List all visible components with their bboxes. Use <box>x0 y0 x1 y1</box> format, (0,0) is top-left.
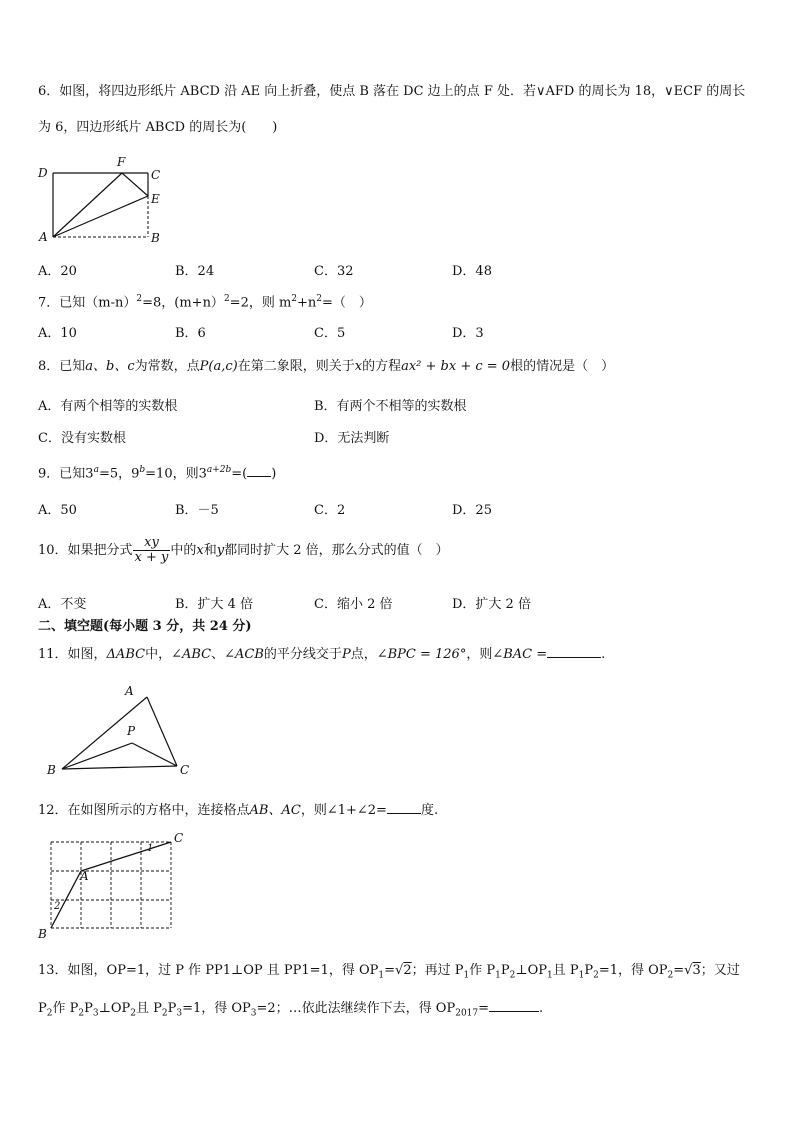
q11-label-B: B <box>47 763 56 777</box>
q9-option-d[interactable]: D．25 <box>452 503 492 518</box>
q10-option-c[interactable]: C．缩小 2 倍 <box>314 597 393 612</box>
q7-option-b[interactable]: B．6 <box>175 326 206 341</box>
q13-line2: $P_2$作 $P_2P_3\perp OP_2$且 $P_2P_3=1$，得 $OP_3=2$；…依此法继续作下去，得 $OP_{2017}=$ . <box>38 1001 544 1019</box>
sqrt-3: √3 <box>684 963 701 978</box>
q11-figure <box>40 680 200 780</box>
q6-line1: 6．如图，将四边形纸片 ABCD 沿 AE 向上折叠，使点 B 落在 DC 边上的点 F 处．若∨AFD 的周长为 18，∨ECF 的周长 <box>38 84 746 99</box>
q12-figure <box>34 830 194 942</box>
q6-label-A: A <box>39 230 48 244</box>
q6-label-F: F <box>117 155 126 169</box>
q11-stem: 11．如图，ΔABC中，∠ABC、∠ACB的平分线交于P点，∠BPC = 126°，则∠BAC = . <box>38 647 606 662</box>
q10-option-a[interactable]: A．不变 <box>38 597 87 612</box>
q12-grid <box>51 842 171 928</box>
q10-fraction: $\frac{xy}{x + y}$ <box>134 535 169 565</box>
q12-stem: 12．在如图所示的方格中，连接格点AB、AC，则∠1+∠2= 度. <box>38 803 439 818</box>
q11-label-P: P <box>127 724 136 738</box>
q7-stem: 7．已知$(m-n)^2=8$，(m+n）$^2$=2，则 $m^2+n^2=$（ ） <box>38 294 372 311</box>
q12-label-angle1: 1 <box>147 843 154 854</box>
q11-label-A: A <box>125 684 134 698</box>
q7-option-a[interactable]: A．10 <box>38 326 77 341</box>
q11-label-C: C <box>180 763 190 777</box>
q7-option-c[interactable]: C．5 <box>314 326 346 341</box>
q11-side-BC <box>62 766 177 769</box>
q8-option-c[interactable]: C．没有实数根 <box>38 431 126 446</box>
section2-heading: 二、填空题(每小题 3 分，共 24 分) <box>38 619 252 634</box>
q9-option-a[interactable]: A．50 <box>38 503 77 518</box>
q9-option-c[interactable]: C．2 <box>314 503 346 518</box>
q12-label-A: A <box>80 869 89 883</box>
q11-line-BP <box>62 743 132 769</box>
q9-stem: 9．已知$3^a=5$，$9^b=10$，则$3^{a+2b}=$( ) <box>38 465 277 482</box>
q13-answer-blank[interactable] <box>489 999 539 1012</box>
q8-option-b[interactable]: B．有两个不相等的实数根 <box>314 399 467 414</box>
q13-line1: 13．如图，OP=1，过 P 作 PP1⊥OP 且 PP1=1，得 $OP_1=√2$；再过 $P_1$作 $P_1P_2\perp OP_1$且 $P_1P_2=1$，得 $OP_2=√3$；又过 <box>38 963 740 981</box>
q6-label-C: C <box>151 168 161 182</box>
q12-label-B: B <box>38 927 47 941</box>
q12-label-C: C <box>174 831 184 845</box>
q9-answer-blank[interactable] <box>247 464 271 477</box>
q6-label-B: B <box>151 231 160 245</box>
q6-option-a[interactable]: A．20 <box>38 264 77 279</box>
q6-line2: 为 6，四边形纸片 ABCD 的周长为( ) <box>38 120 278 135</box>
q6-line-AE <box>53 196 148 237</box>
q10-option-d[interactable]: D．扩大 2 倍 <box>452 597 531 612</box>
q11-side-AC <box>147 697 177 766</box>
q6-option-d[interactable]: D．48 <box>452 264 492 279</box>
q7-option-d[interactable]: D．3 <box>452 326 484 341</box>
q6-line-AF <box>53 173 122 237</box>
q6-label-D: D <box>38 166 48 180</box>
q12-segment-AB <box>51 871 81 928</box>
q11-line-PC <box>132 743 177 766</box>
q6-line-FE <box>122 173 148 196</box>
q8-option-d[interactable]: D．无法判断 <box>314 431 390 446</box>
q12-answer-blank[interactable] <box>387 801 421 814</box>
q9-option-b[interactable]: B．－5 <box>175 503 219 518</box>
q6-option-c[interactable]: C．32 <box>314 264 354 279</box>
q10-option-b[interactable]: B．扩大 4 倍 <box>175 597 254 612</box>
q12-label-angle2: 2 <box>54 901 61 912</box>
q6-label-E: E <box>151 192 160 206</box>
sqrt-2: √2 <box>395 963 412 978</box>
q6-option-b[interactable]: B．24 <box>175 264 215 279</box>
q10-stem: 10．如果把分式 $\frac{xy}{x + y}$ 中的x和y都同时扩大 2 倍，那么分式的值（ ） <box>38 535 449 565</box>
q8-stem: 8．已知a、b、c为常数，点P(a,c)在第二象限，则关于x的方程ax² + bx + c = 0根的情况是（ ） <box>38 359 615 374</box>
q12-segment-AC <box>81 842 171 871</box>
q11-answer-blank[interactable] <box>547 645 601 658</box>
q8-option-a[interactable]: A．有两个相等的实数根 <box>38 399 178 414</box>
q6-figure <box>30 152 170 248</box>
